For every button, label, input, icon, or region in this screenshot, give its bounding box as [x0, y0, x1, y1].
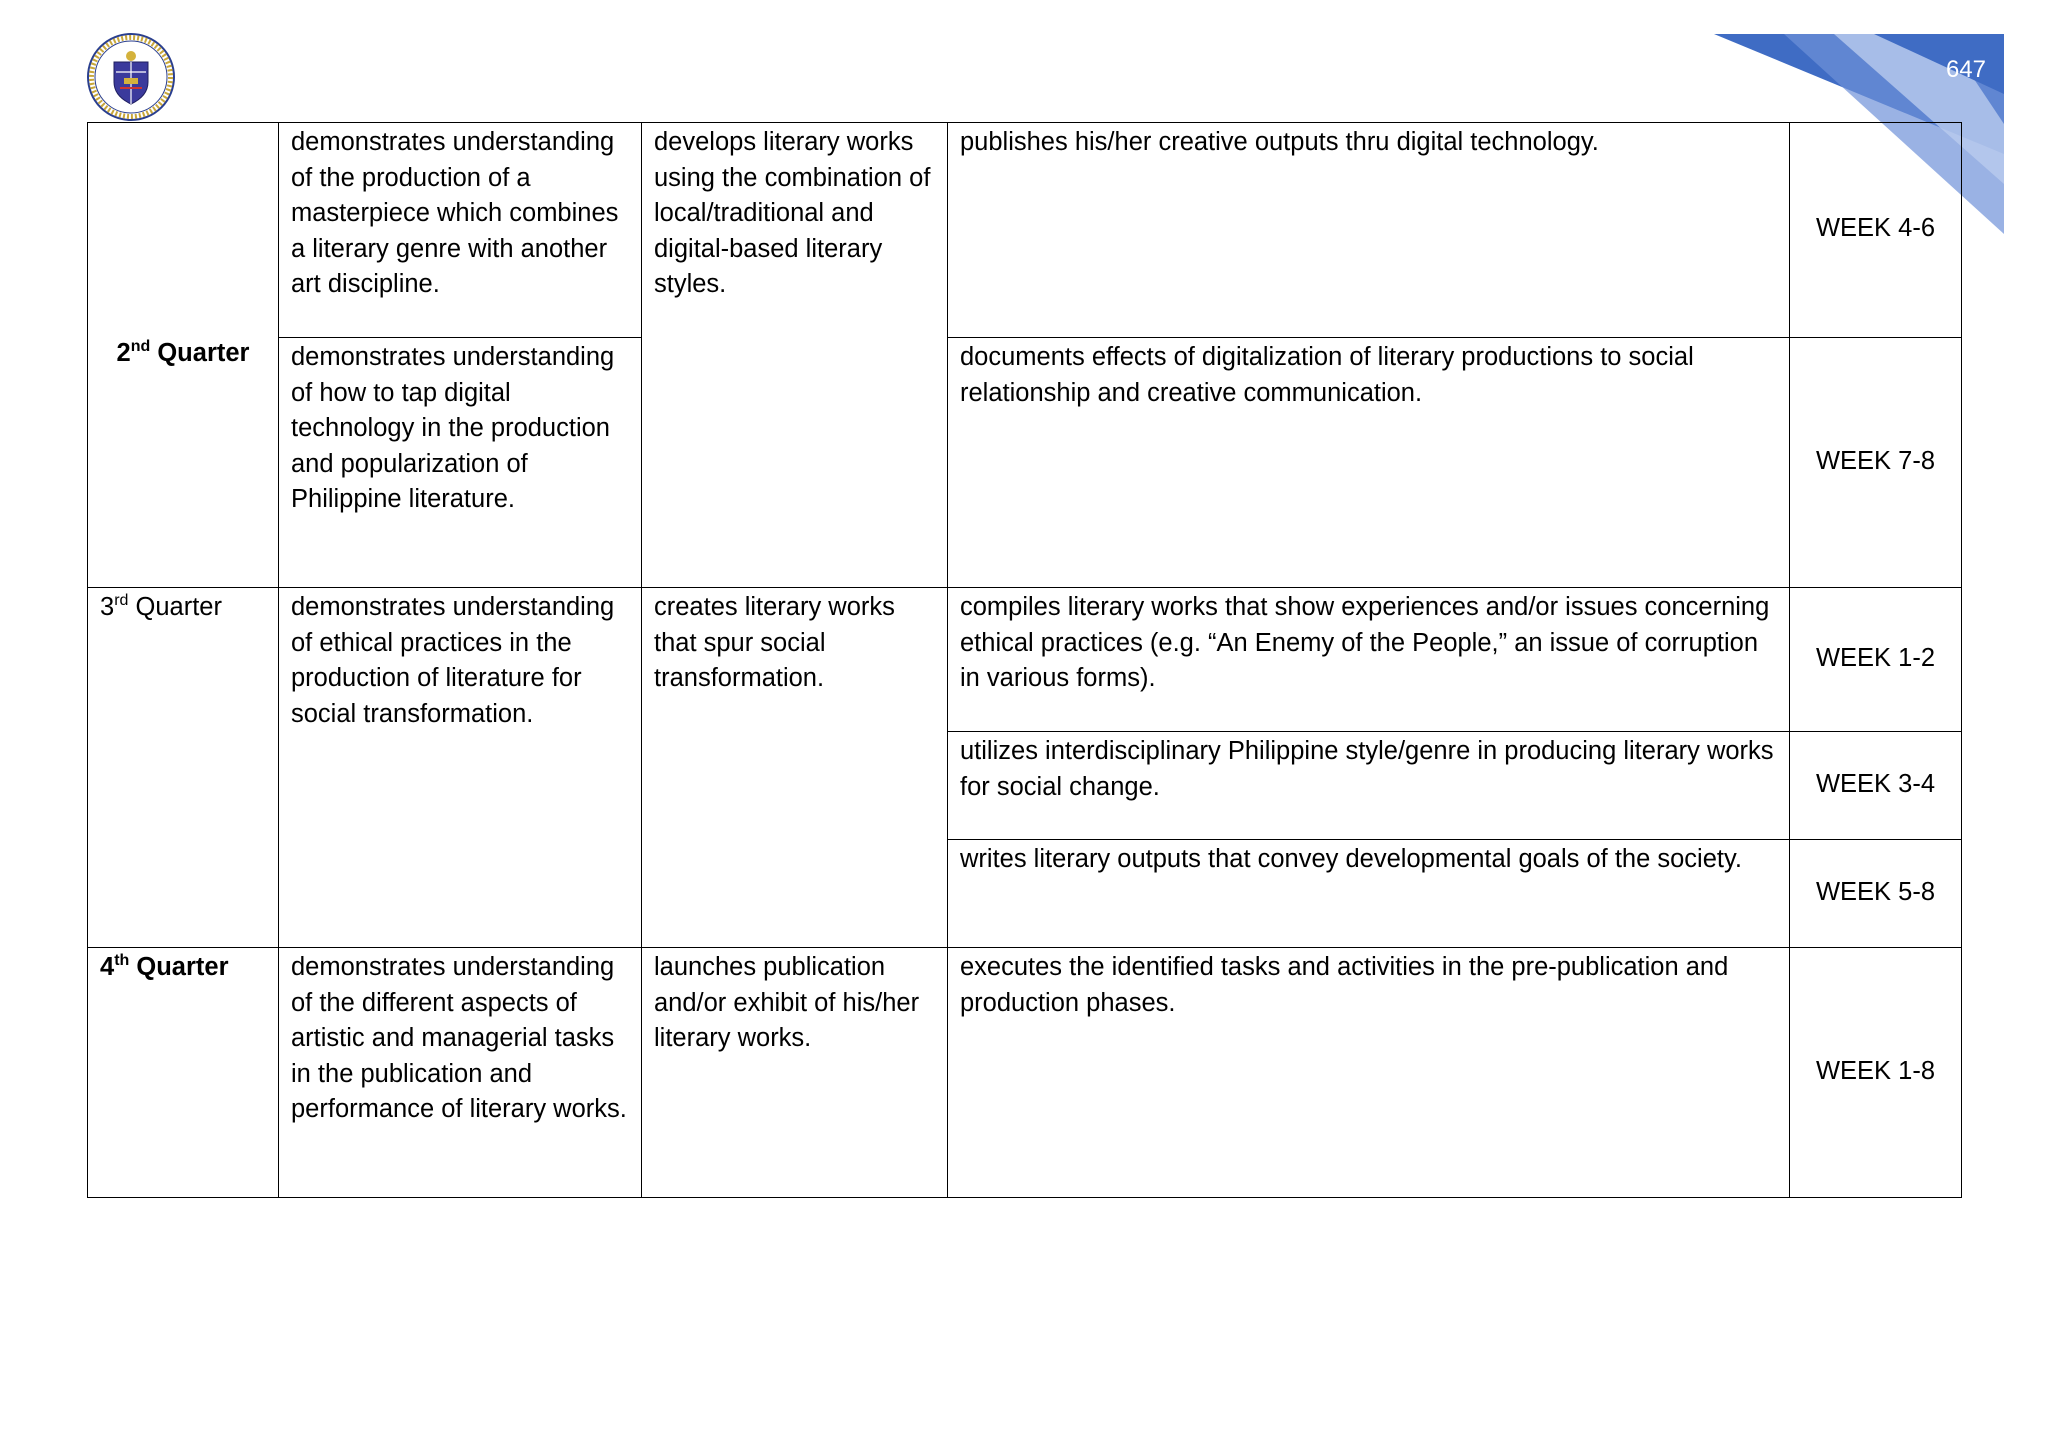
quarter-number: 3: [100, 593, 115, 621]
quarter-number: 2: [116, 339, 131, 368]
competency-cell: publishes his/her creative outputs thru digital technology.: [948, 123, 1790, 338]
week-cell: WEEK 3-4: [1790, 732, 1962, 840]
quarter-cell: [88, 588, 279, 948]
quarter-cell: [88, 123, 279, 588]
week-cell: WEEK 7-8: [1790, 338, 1962, 588]
curriculum-table: [87, 122, 1962, 1198]
table-row: [88, 948, 1962, 1198]
quarter-suffix: th: [114, 952, 130, 969]
content-standard-cell: demonstrates understanding of ethical practices in the production of literature for social transformation.: [279, 588, 642, 948]
quarter-number: 4: [100, 953, 115, 981]
competency-cell: writes literary outputs that convey developmental goals of the society.: [948, 840, 1790, 948]
quarter-suffix: nd: [130, 338, 151, 356]
competency-cell: utilizes interdisciplinary Philippine style/genre in producing literary works for social change.: [948, 732, 1790, 840]
competency-cell: executes the identified tasks and activities in the pre-publication and production phases.: [948, 948, 1790, 1198]
deped-seal-icon: [86, 32, 176, 122]
table-row: [88, 123, 1962, 338]
week-cell: WEEK 5-8: [1790, 840, 1962, 948]
content-standard-cell: demonstrates understanding of the different aspects of artistic and managerial tasks in the publication and performance of literary works.: [279, 948, 642, 1198]
competency-cell: documents effects of digitalization of literary productions to social relationship and creative communication.: [948, 338, 1790, 588]
content-standard-cell: demonstrates understanding of the production of a masterpiece which combines a literary genre with another art discipline.: [279, 123, 642, 338]
quarter-word: Quarter: [150, 339, 250, 368]
week-cell: WEEK 4-6: [1790, 123, 1962, 338]
content-standard-cell: demonstrates understanding of how to tap digital technology in the production and popularization of Philippine literature.: [279, 338, 642, 588]
quarter-cell: [88, 948, 279, 1198]
performance-standard-cell: creates literary works that spur social transformation.: [642, 588, 948, 948]
table-row: [88, 338, 1962, 588]
quarter-word: Quarter: [129, 953, 229, 981]
page-number: 647: [1945, 56, 1986, 83]
competency-cell: compiles literary works that show experiences and/or issues concerning ethical practices (e.g. “An Enemy of the People,” an issue of corruption in various forms).: [948, 588, 1790, 732]
quarter-word: Quarter: [128, 593, 222, 621]
quarter-suffix: rd: [114, 592, 129, 609]
week-cell: WEEK 1-2: [1790, 588, 1962, 732]
performance-standard-cell: launches publication and/or exhibit of his/her literary works.: [642, 948, 948, 1198]
table-row: [88, 588, 1962, 732]
week-cell: WEEK 1-8: [1790, 948, 1962, 1198]
performance-standard-cell: develops literary works using the combination of local/traditional and digital-based literary styles.: [642, 123, 948, 588]
